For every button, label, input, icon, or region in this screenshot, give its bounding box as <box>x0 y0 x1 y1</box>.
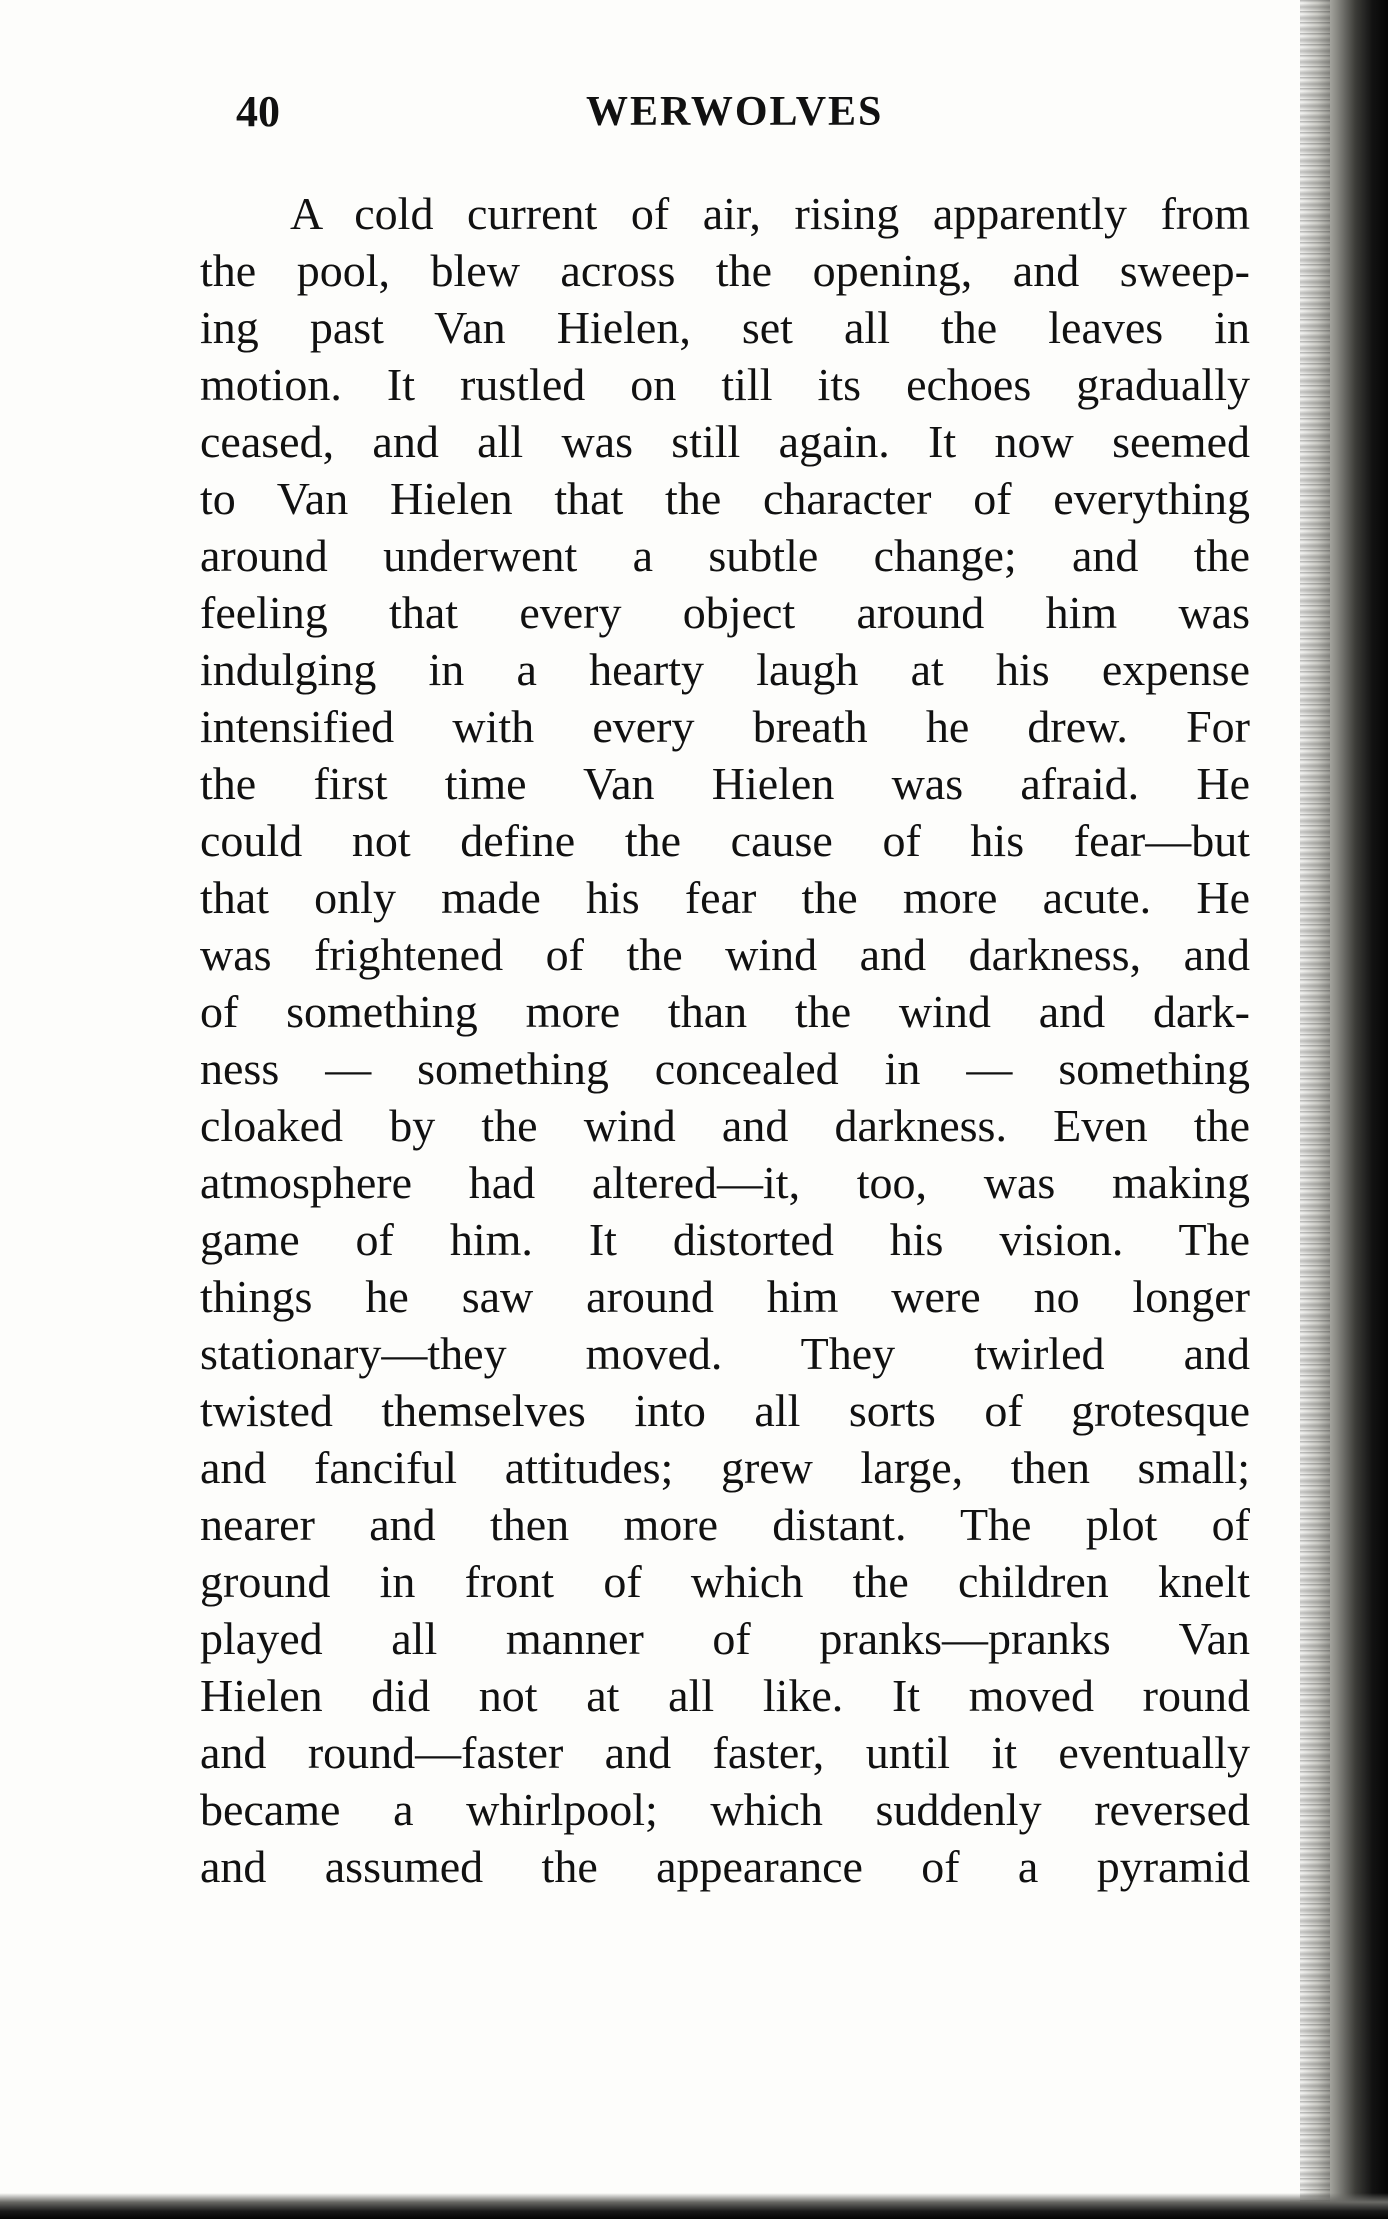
text-line: to Van Hielen that the character of everything <box>200 473 1250 524</box>
text-line: the first time Van Hielen was afraid. He <box>200 758 1250 809</box>
running-title: WERWOLVES <box>586 89 884 135</box>
text-line: the pool, blew across the opening, and sweep- <box>200 245 1250 296</box>
text-line: cloaked by the wind and darkness. Even the <box>200 1100 1250 1151</box>
page-header <box>236 82 1246 142</box>
text-line: became a whirlpool; which suddenly reversed <box>200 1784 1250 1835</box>
text-line: Hielen did not at all like. It moved round <box>200 1670 1250 1721</box>
page-number: 40 <box>236 87 280 136</box>
page-binding-texture <box>1300 0 1330 2219</box>
text-line: was frightened of the wind and darkness, and <box>200 929 1250 980</box>
text-line: things he saw around him were no longer <box>200 1271 1250 1322</box>
text-line: nearer and then more distant. The plot of <box>200 1499 1250 1550</box>
text-line: played all manner of pranks—pranks Van <box>200 1613 1250 1664</box>
text-line: feeling that every object around him was <box>200 587 1250 638</box>
body-text <box>200 185 1250 1895</box>
text-line: atmosphere had altered—it, too, was making <box>200 1157 1250 1208</box>
text-line: intensified with every breath he drew. For <box>200 701 1250 752</box>
text-line: of something more than the wind and dark- <box>200 986 1250 1037</box>
text-line: game of him. It distorted his vision. The <box>200 1214 1250 1265</box>
text-line: A cold current of air, rising apparently from <box>290 188 1250 239</box>
text-line: that only made his fear the more acute. He <box>200 872 1250 923</box>
text-line: could not define the cause of his fear—but <box>200 815 1250 866</box>
text-line: indulging in a hearty laugh at his expense <box>200 644 1250 695</box>
text-line: ness — something concealed in — something <box>200 1043 1250 1094</box>
text-line: around underwent a subtle change; and the <box>200 530 1250 581</box>
page-bottom-shadow <box>0 2193 1388 2219</box>
text-line: ceased, and all was still again. It now seemed <box>200 416 1250 467</box>
text-line: and round—faster and faster, until it eventually <box>200 1727 1250 1778</box>
text-line: and assumed the appearance of a pyramid <box>200 1841 1250 1892</box>
text-line: twisted themselves into all sorts of grotesque <box>200 1385 1250 1436</box>
text-line: motion. It rustled on till its echoes gradually <box>200 359 1250 410</box>
text-line: ing past Van Hielen, set all the leaves in <box>200 302 1250 353</box>
text-line: and fanciful attitudes; grew large, then small; <box>200 1442 1250 1493</box>
text-line: ground in front of which the children knelt <box>200 1556 1250 1607</box>
text-line: stationary—they moved. They twirled and <box>200 1328 1250 1379</box>
